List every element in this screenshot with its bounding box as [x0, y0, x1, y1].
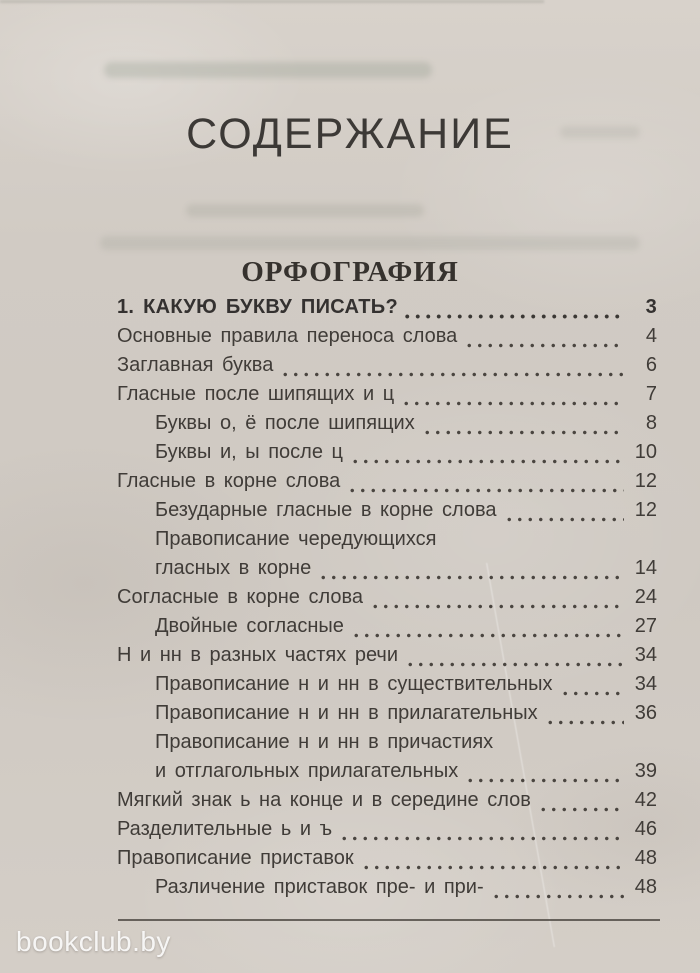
toc-entry-label: Заглавная буква [117, 354, 274, 376]
toc-page-number: 24 [634, 586, 657, 608]
toc-dot-leader [350, 459, 624, 464]
toc-dot-leader [560, 691, 624, 696]
toc-entry-label: Правописание н и нн в причастиях [155, 731, 494, 753]
toc-page-number: 3 [645, 296, 657, 318]
toc-entry-label: Мягкий знак ь на конце и в середине слов [117, 789, 531, 811]
toc-row [117, 702, 657, 731]
section-heading: ОРФОГРАФИЯ [241, 256, 459, 288]
toc-row [117, 296, 657, 325]
footer-rule [118, 919, 660, 921]
toc-row [117, 586, 657, 615]
toc-row [117, 325, 657, 354]
toc-dot-leader [545, 720, 624, 725]
toc-entry-label: Н и нн в разных частях речи [117, 644, 398, 666]
toc-entry-label: Гласные после шипящих и ц [117, 383, 395, 405]
toc-page-number: 34 [634, 644, 657, 666]
toc-row [117, 615, 657, 644]
toc-entry-label: Гласные в корне слова [117, 470, 341, 492]
toc-page-number: 14 [634, 557, 657, 579]
toc-row [117, 673, 657, 702]
toc-entry-label: Разделительные ь и ъ [117, 818, 333, 840]
toc-dot-leader [405, 662, 624, 667]
toc-dot-leader [361, 865, 624, 870]
toc-dot-leader [347, 488, 624, 493]
toc-page-number: 4 [645, 325, 657, 347]
toc-row [117, 644, 657, 673]
toc-page-number: 39 [634, 760, 657, 782]
toc-page-number: 10 [634, 441, 657, 463]
toc-entry-label: Согласные в корне слова [117, 586, 363, 608]
bleed-through-text-mid1 [186, 204, 424, 217]
toc-dot-leader [465, 778, 624, 783]
toc-page-number: 48 [634, 876, 657, 898]
toc-dot-leader [402, 314, 624, 319]
toc-row [117, 412, 657, 441]
toc-row [117, 528, 657, 557]
toc-entry-label: Правописание н и нн в прилагательных [155, 702, 538, 724]
toc-entry-label: 1. КАКУЮ БУКВУ ПИСАТЬ? [117, 296, 398, 318]
toc-dot-leader [504, 517, 624, 522]
toc-row [117, 499, 657, 528]
toc-page-number: 46 [634, 818, 657, 840]
toc-page-number: 8 [645, 412, 657, 434]
bleed-through-text-mid2 [100, 236, 640, 250]
toc-page-number: 7 [645, 383, 657, 405]
toc-row [117, 470, 657, 499]
toc-entry-label: Правописание приставок [117, 847, 354, 869]
toc-entry-label: и отглагольных прилагательных [155, 760, 459, 782]
bleed-through-rule [0, 0, 544, 3]
watermark: bookclub.by [16, 926, 171, 957]
toc-entry-label: Правописание н и нн в существительных [155, 673, 553, 695]
toc-page-number: 12 [634, 499, 657, 521]
toc-dot-leader [491, 894, 624, 899]
toc-page-number: 36 [634, 702, 657, 724]
toc-entry-label: Двойные согласные [155, 615, 344, 637]
toc-row [117, 383, 657, 412]
toc-row [117, 789, 657, 818]
toc-dot-leader [464, 343, 624, 348]
toc-dot-leader [422, 430, 624, 435]
bleed-through-text-top [104, 62, 432, 78]
toc-entry-label: Безударные гласные в корне слова [155, 499, 497, 521]
toc-entry-label: Основные правила переноса слова [117, 325, 458, 347]
page-title: СОДЕРЖАНИЕ [186, 110, 514, 158]
toc-entry-label: гласных в корне [155, 557, 312, 579]
toc-row [117, 441, 657, 470]
toc-dot-leader [339, 836, 624, 841]
toc-entry-label: Буквы о, ё после шипящих [155, 412, 415, 434]
toc-row [117, 731, 657, 760]
toc-dot-leader [538, 807, 624, 812]
toc-dot-leader [280, 372, 624, 377]
toc-entry-label: Правописание чередующихся [155, 528, 437, 550]
toc-page-number: 12 [634, 470, 657, 492]
toc-row [117, 760, 657, 789]
toc-dot-leader [318, 575, 624, 580]
toc-row [117, 847, 657, 876]
toc-page-number: 48 [634, 847, 657, 869]
toc-entry-label: Буквы и, ы после ц [155, 441, 343, 463]
toc-list [117, 296, 657, 905]
toc-page-number: 34 [634, 673, 657, 695]
toc-row [117, 876, 657, 905]
toc-page-number: 27 [634, 615, 657, 637]
toc-row [117, 818, 657, 847]
toc-dot-leader [351, 633, 624, 638]
toc-dot-leader [370, 604, 624, 609]
toc-page-number: 6 [645, 354, 657, 376]
toc-row [117, 354, 657, 383]
toc-page-number: 42 [634, 789, 657, 811]
toc-entry-label: Различение приставок пре- и при- [155, 876, 484, 898]
toc-dot-leader [401, 401, 624, 406]
toc-row [117, 557, 657, 586]
